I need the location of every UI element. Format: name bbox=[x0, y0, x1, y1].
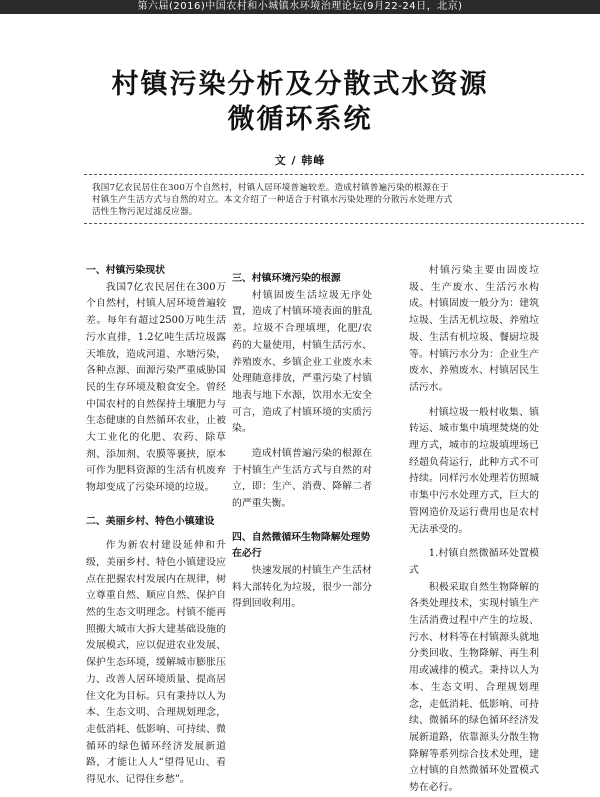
section-1-heading: 一、村镇污染现状 bbox=[86, 265, 166, 276]
column-2 bbox=[232, 263, 372, 613]
article-title-line-1: 村镇污染分析及分散式水资源 bbox=[111, 69, 489, 100]
section-2-heading: 二、美丽乡村、特色小镇建设 bbox=[86, 515, 215, 527]
section-3-paragraph-1: 村镇固废生活垃圾无序处置，造成了村镇环境表面的脏乱差。垃圾不合理填埋，化肥/农药的大量使用，村镇生活污水、养殖废水、乡镇企业工业废水未处理随意排放，严重污染了村镇地表与地下水源，饮用水无安全可言，造成了村镇环境的实质污染。 bbox=[232, 289, 372, 435]
section-4-paragraph-1: 快速发展的村镇生产生活材料大部转化为垃圾，很少一部分得到回收利用。 bbox=[232, 564, 372, 610]
section-4-paragraph-3: 村镇垃圾一般村收集、镇转运、城市集中填埋焚烧的处理方式，城市的垃圾填埋场已经超负荷运行，此种方式不可持续。同样污水处理若仿照城市集中污水处理方式，巨大的管网造价及运行费用也是农村无法承受的。 bbox=[409, 406, 539, 535]
section-4-subheading-1: 1.村镇自然微循环处置模式 bbox=[409, 548, 539, 576]
abstract bbox=[84, 170, 584, 228]
abstract-line-2: 村镇生产生活方式与自然的对立。本文介绍了一种适合于村镇水污染处理的分散污水处理方式 bbox=[92, 195, 453, 205]
column-1 bbox=[86, 263, 226, 789]
abstract-bottom-rule bbox=[84, 223, 584, 224]
abstract-top-rule bbox=[84, 174, 584, 175]
author-byline: 文 / 韩峰 bbox=[274, 154, 326, 167]
section-1-paragraph-1: 我国7亿农民居住在300万个自然村，村镇人居环境普遍较差。每年有超过2500万吨生活污水直排，1.2亿吨生活垃圾露天堆放，造成河道、水塘污染，各种点源、面源污染严重威胁国民的生存环境及粮食安全。曾经中国农村的自然保持土壤肥力与生态健康的自然循环农业，止被大工业化的化肥、农药、除草剂、添加剂、农膜等裹挟，原本可作为肥料资源的生活有机废弃物却变成了污染环境的垃圾。 bbox=[86, 281, 226, 494]
section-4-heading: 四、自然微循环生物降解处理势在必行 bbox=[232, 531, 371, 560]
abstract-line-3: 活性生物污泥过滤反应器。 bbox=[92, 207, 198, 217]
section-4-paragraph-4: 积极采取自然生物降解的各类处理技术，实现村镇生产生活消费过程中产生的垃圾、污水、材料等在村镇源头就地分类回收、生物降解、再生利用或减排的模式。秉持以人为本、生态文明、合理规划理念，走低消耗、低影响、可持续、微循环的绿色循环经济发展新道路，依靠源头分散生物降解等系列综合技术处理，建立村镇的自然微循环处置模式势在必行。 bbox=[409, 581, 539, 794]
section-2-paragraph-1a: 作为新农村建设延伸和升级，美丽乡村、特色小镇建设应点在把握农村发展内在规律，树立尊重自然、顺应自然、保护自然的生态文明理念。村镇不能再照搬大城市大拆大建基础设施的发展模式，应以促进农业发展、保护生态环境，缓解城市膨胀压力、改善人居环境质量、提高居住文化为目标。只有秉持以人为本、生态文明、合理规划理念，走低消耗、低影响、可持续、微循环的绿色循环经济发展新道路，才能让人人“望得见山、看得见水、记得住乡愁”。 bbox=[86, 540, 226, 786]
abstract-line-1: 我国7亿农民居住在300万个自然村，村镇人居环境普遍较差。造成村镇普遍污染的根源在于 bbox=[92, 183, 449, 193]
column-3 bbox=[409, 263, 539, 797]
running-header: 第六届(2016)中国农村和小城镇水环境治理论坛(9月22-24日，北京) bbox=[0, 0, 600, 14]
article-title-line-2: 微循环系统 bbox=[227, 104, 373, 135]
section-3-heading: 三、村镇环境污染的根源 bbox=[232, 273, 341, 284]
section-4-paragraph-2: 村镇污染主要由固废垃圾、生产废水、生活污水构成。村镇固废一般分为：建筑垃圾、生活无机垃圾、养殖垃圾、生活有机垃圾、餐厨垃圾等。村镇污水分为：企业生产废水、养殖废水、村镇居民生活污水。 bbox=[409, 265, 539, 393]
section-3-paragraph-2: 造成村镇普遍污染的根源在于村镇生产生活方式与自然的对立，即：生产、消费、降解二者的严重失衡。 bbox=[232, 448, 372, 510]
